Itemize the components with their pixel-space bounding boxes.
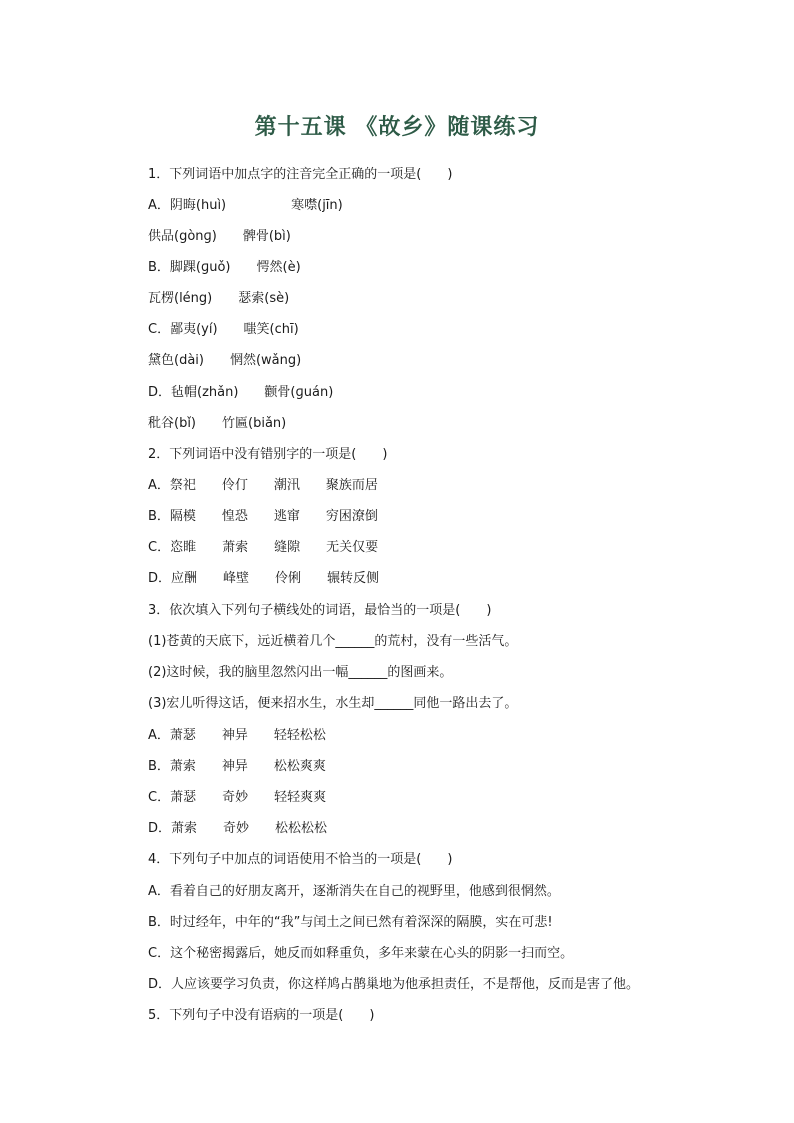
option-2c: C．恣睢 萧索 缝隙 无关仅要 (148, 540, 379, 555)
option-4c: C．这个秘密揭露后，她反而如释重负，多年来蒙在心头的阴影一扫而空。 (148, 946, 574, 961)
option-1a-cont: 供品(gònɡ) 髀骨(bì) (148, 229, 291, 244)
option-1b: B．脚踝(ɡuǒ) 愕然(è) (148, 260, 301, 275)
option-3c: C．萧瑟 奇妙 轻轻爽爽 (148, 790, 327, 805)
question-4-stem: 4．下列句子中加点的词语使用不恰当的一项是( ) (148, 852, 453, 867)
option-1d: D．毡帽(zhǎn) 颧骨(ɡuán) (148, 385, 334, 400)
option-2b: B．隔模 惶恐 逃窜 穷困潦倒 (148, 509, 378, 524)
option-3a: A．萧瑟 神异 轻轻松松 (148, 728, 326, 743)
option-1b-cont: 瓦楞(léng) 瑟索(sè) (148, 291, 290, 306)
question-5-stem: 5．下列句子中没有语病的一项是( ) (148, 1008, 375, 1023)
option-2d: D．应酬 峰壁 伶俐 辗转反侧 (148, 571, 380, 586)
option-2a: A．祭祀 伶仃 潮汛 聚族而居 (148, 478, 378, 493)
option-1a: A．阴晦(huì) 寒噤(jīn) (148, 198, 343, 213)
question-3-stem: 3．依次填入下列句子横线处的词语，最恰当的一项是( ) (148, 603, 492, 618)
option-4a: A．看着自己的好朋友离开，逐渐消失在自己的视野里，他感到很惘然。 (148, 884, 560, 899)
option-4b: B．时过经年，中年的“我”与闰土之间已然有着深深的隔膜，实在可悲! (148, 915, 553, 930)
question-2-stem: 2．下列词语中没有错别字的一项是( ) (148, 447, 388, 462)
sentence-3-3: (3)宏儿听得这话，便来招水生，水生却______同他一路出去了。 (148, 696, 518, 711)
sentence-3-1: (1)苍黄的天底下，远近横着几个______的荒村，没有一些活气。 (148, 634, 518, 649)
page-title: 第十五课 《故乡》随课练习 (254, 114, 540, 140)
option-1d-cont: 秕谷(bǐ) 竹匾(biǎn) (148, 416, 287, 431)
option-3d: D．萧索 奇妙 松松松松 (148, 821, 328, 836)
option-1c-cont: 黛色(dài) 惘然(wǎng) (148, 353, 302, 368)
option-4d: D．人应该要学习负责，你这样鸠占鹊巢地为他承担责任，不是帮他，反而是害了他。 (148, 977, 640, 992)
option-3b: B．萧索 神异 松松爽爽 (148, 759, 326, 774)
sentence-3-2: (2)这时候，我的脑里忽然闪出一幅______的图画来。 (148, 665, 453, 680)
question-1-stem: 1．下列词语中加点字的注音完全正确的一项是( ) (148, 167, 453, 182)
option-1c: C．鄙夷(yí) 嗤笑(chī) (148, 322, 299, 337)
